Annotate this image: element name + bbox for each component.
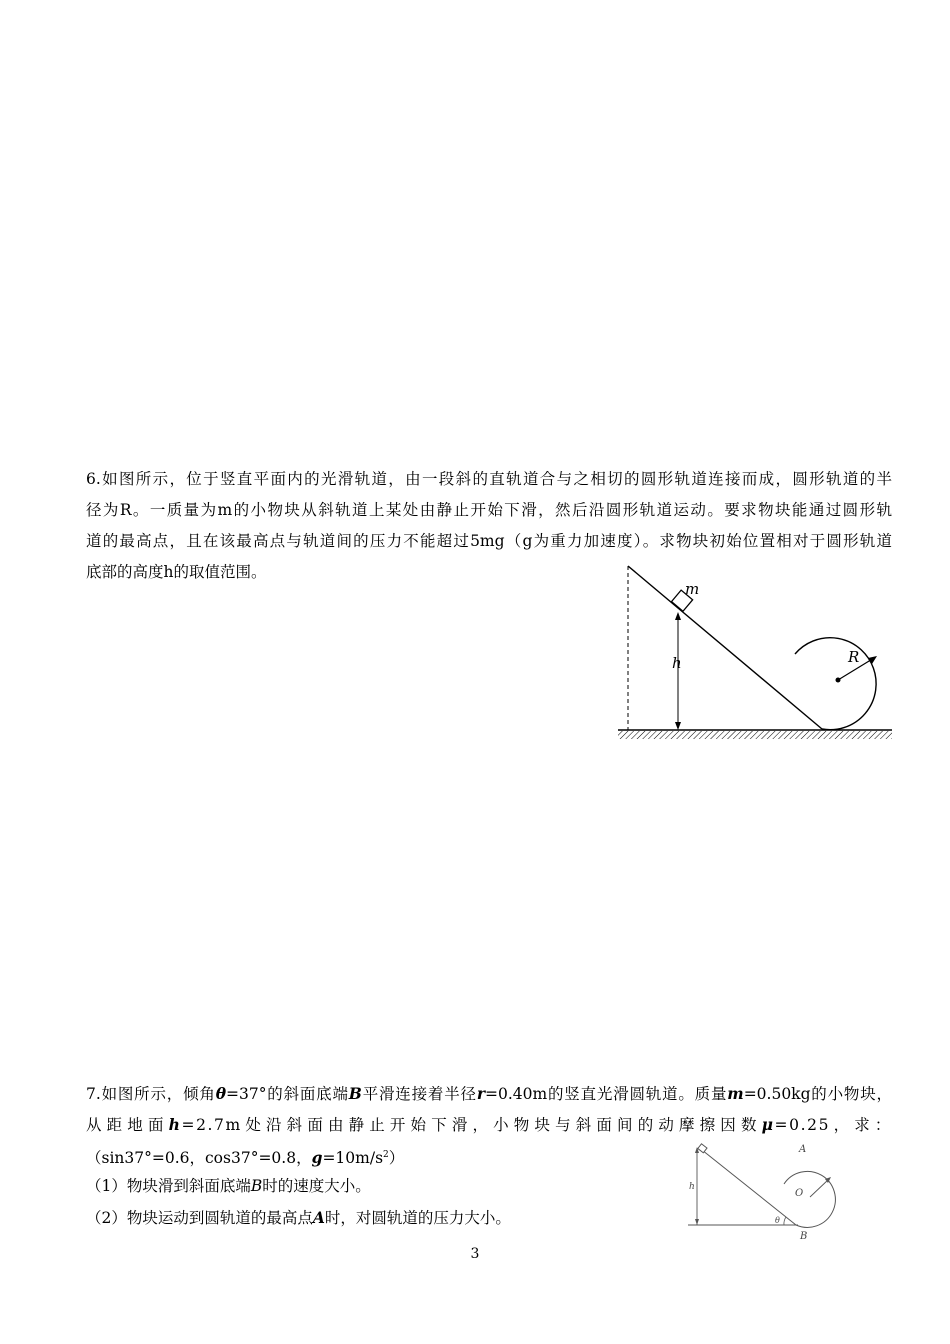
problem-7-line-2: 从距地面h=2.7m处沿斜面由静止开始下滑，小物块与斜面间的动摩擦因数μ=0.25，求： xyxy=(86,1115,892,1134)
label-R: R xyxy=(848,648,860,666)
page-number: 3 xyxy=(470,1246,480,1262)
label-m: m xyxy=(685,580,700,598)
problem-6-line-1: 6.如图所示，位于竖直平面内的光滑轨道，由一段斜的直轨道合与之相切的圆形轨道连接而成，圆形轨道的半 xyxy=(86,470,892,488)
radius-7 xyxy=(810,1179,829,1197)
problem-7-question-2: （2）物块运动到圆轨道的最高点A时，对圆轨道的压力大小。 xyxy=(86,1208,511,1227)
problem-7-given: （sin37°=0.6，cos37°=0.8，$g=10m/s^2$） xyxy=(86,1148,405,1168)
incline-track xyxy=(628,566,822,729)
block-7 xyxy=(698,1144,707,1153)
label-O: O xyxy=(795,1188,804,1199)
label-h: h xyxy=(672,654,682,672)
problem-7-line-1: 7.如图所示，倾角θ=37°的斜面底端B平滑连接着半径r=0.40m的竖直光滑圆轨道。质量m=0.50kg的小物块， xyxy=(86,1084,892,1103)
label-theta: θ xyxy=(775,1216,780,1225)
incline-7 xyxy=(702,1150,796,1225)
label-h-7: h xyxy=(689,1182,695,1192)
ground-hatch xyxy=(618,731,892,739)
problem-7-figure xyxy=(686,1142,846,1242)
problem-7-question-1: （1）物块滑到斜面底端B时的速度大小。 xyxy=(86,1177,371,1195)
problem-6-line-2: 径为R。一质量为m的小物块从斜轨道上某处由静止开始下滑，然后沿圆形轨道运动。要求物块能通过圆形轨 xyxy=(86,501,892,519)
problem-6-line-3: 道的最高点，且在该最高点与轨道间的压力不能超过5mg（g为重力加速度）。求物块初始位置相对于圆形轨道 xyxy=(86,532,892,550)
label-B: B xyxy=(800,1231,808,1242)
angle-arc-7 xyxy=(784,1217,786,1225)
problem-6-line-4: 底部的高度h的取值范围。 xyxy=(86,563,267,581)
label-A: A xyxy=(799,1144,807,1155)
